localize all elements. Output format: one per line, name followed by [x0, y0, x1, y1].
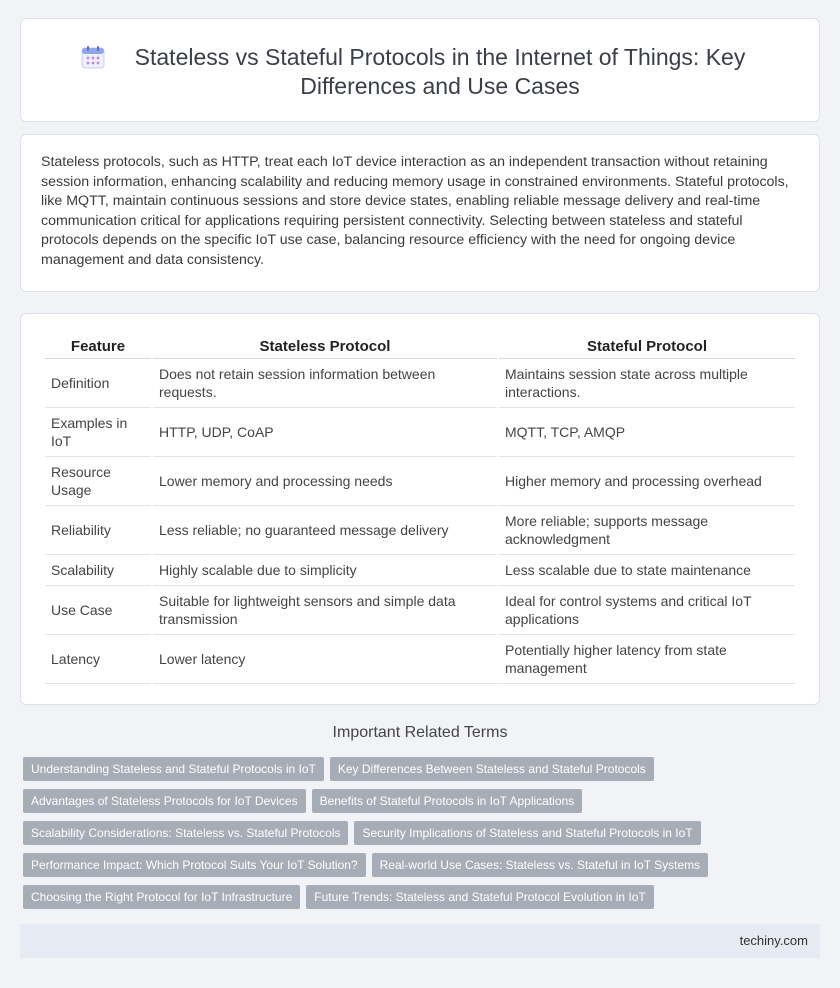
row-feature: Use Case [45, 586, 151, 635]
page-title: Stateless vs Stateful Protocols in the Internet of Things: Key Differences and Use Cases [134, 44, 746, 99]
related-term-tag[interactable]: Future Trends: Stateless and Stateful Protocol Evolution in IoT [306, 885, 654, 909]
related-term-tag[interactable]: Key Differences Between Stateless and Stateful Protocols [330, 757, 654, 781]
related-term-tag[interactable]: Real-world Use Cases: Stateless vs. Stateful in IoT Systems [372, 853, 709, 877]
row-stateless: Highly scalable due to simplicity [153, 555, 497, 586]
row-stateless: Suitable for lightweight sensors and simple data transmission [153, 586, 497, 635]
row-feature: Latency [45, 635, 151, 684]
row-feature: Examples in IoT [45, 408, 151, 457]
header-stateless: Stateless Protocol [153, 332, 497, 359]
related-terms-list [23, 757, 823, 917]
row-stateful: Maintains session state across multiple interactions. [499, 359, 795, 408]
row-feature: Resource Usage [45, 457, 151, 506]
header-feature: Feature [45, 332, 151, 359]
footer-site-link[interactable]: techiny.com [739, 933, 808, 948]
table-row [45, 586, 795, 635]
row-stateless: Does not retain session information between requests. [153, 359, 497, 408]
summary-text: Stateless protocols, such as HTTP, treat each IoT device interaction as an independent transaction without retaining session information, enhancing scalability and reducing memory usage in constrained environments. Stateful protocols, like MQTT, maintain continuous sessions and store device states, enabling reliable message delivery and real-time communication critical for applications requiring persistent connectivity. Selecting between stateless and stateful protocols depends on the specific IoT use case, balancing resource efficiency with the need for ongoing device management and data consistency. [41, 154, 789, 268]
row-stateful: MQTT, TCP, AMQP [499, 408, 795, 457]
footer [20, 924, 820, 958]
comparison-table [43, 332, 797, 684]
related-term-tag[interactable]: Scalability Considerations: Stateless vs. Stateful Protocols [23, 821, 348, 845]
table-header-row [45, 332, 795, 359]
summary-card [20, 134, 820, 292]
related-term-tag[interactable]: Advantages of Stateless Protocols for IoT Devices [23, 789, 306, 813]
row-stateful: Less scalable due to state maintenance [499, 555, 795, 586]
table-row [45, 555, 795, 586]
table-row [45, 408, 795, 457]
row-feature: Scalability [45, 555, 151, 586]
row-feature: Definition [45, 359, 151, 408]
table-row [45, 506, 795, 555]
row-stateful: Potentially higher latency from state management [499, 635, 795, 684]
header-card [20, 18, 820, 122]
table-row [45, 457, 795, 506]
row-stateful: More reliable; supports message acknowledgment [499, 506, 795, 555]
related-term-tag[interactable]: Choosing the Right Protocol for IoT Infrastructure [23, 885, 300, 909]
related-terms-heading: Important Related Terms [332, 724, 508, 741]
related-term-tag[interactable]: Understanding Stateless and Stateful Protocols in IoT [23, 757, 324, 781]
row-stateful: Higher memory and processing overhead [499, 457, 795, 506]
row-stateful: Ideal for control systems and critical IoT applications [499, 586, 795, 635]
row-feature: Reliability [45, 506, 151, 555]
row-stateless: HTTP, UDP, CoAP [153, 408, 497, 457]
related-term-tag[interactable]: Security Implications of Stateless and Stateful Protocols in IoT [354, 821, 700, 845]
table-row [45, 635, 795, 684]
row-stateless: Lower memory and processing needs [153, 457, 497, 506]
comparison-table-card [20, 313, 820, 705]
row-stateless: Lower latency [153, 635, 497, 684]
related-term-tag[interactable]: Benefits of Stateful Protocols in IoT Applications [312, 789, 583, 813]
related-term-tag[interactable]: Performance Impact: Which Protocol Suits Your IoT Solution? [23, 853, 366, 877]
header-stateful: Stateful Protocol [499, 332, 795, 359]
table-row [45, 359, 795, 408]
row-stateless: Less reliable; no guaranteed message delivery [153, 506, 497, 555]
